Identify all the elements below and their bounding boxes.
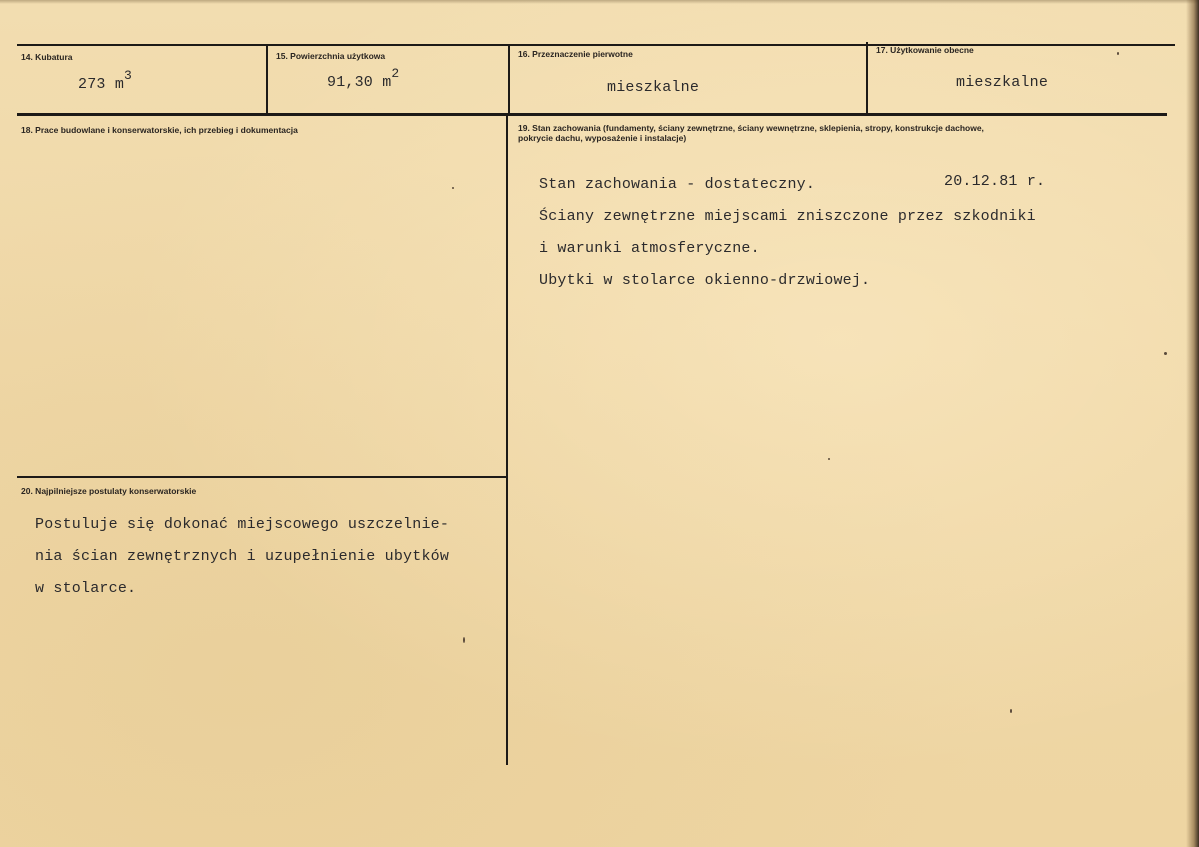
paper-speck <box>1010 709 1012 713</box>
stan-text <box>539 169 1036 297</box>
postulaty-line: Postuluje się dokonać miejscowego uszczelnie- <box>35 516 450 533</box>
powierzchnia-label: 15. Powierzchnia użytkowa <box>276 51 386 61</box>
uzytkowanie-value: mieszkalne <box>956 74 1049 91</box>
paper-speck <box>828 458 830 460</box>
divider-16-17 <box>866 42 868 114</box>
postulaty-line: w stolarce. <box>35 580 137 597</box>
header-bottom-rule <box>17 113 1167 116</box>
divider-15-16 <box>508 45 510 114</box>
postulaty-label: 20. Najpilniejsze postulaty konserwatorskie <box>21 486 197 496</box>
stan-date: 20.12.81 r. <box>944 173 1046 190</box>
powierzchnia-number: 91,30 <box>327 74 374 91</box>
card-right-edge <box>1186 0 1199 847</box>
card-top-shadow <box>0 0 1199 4</box>
stan-label: 19. Stan zachowania (fundamenty, ściany zewnętrzne, ściany wewnętrzne, sklepienia, stropy, konstrukcje dachowe, pokrycie dachu, wyposażenie i instalacje) <box>518 123 984 143</box>
stan-line: i warunki atmosferyczne. <box>539 240 760 257</box>
przeznaczenie-value: mieszkalne <box>607 79 700 96</box>
powierzchnia-unit-exponent: 2 <box>391 66 400 81</box>
divider-main <box>506 116 508 765</box>
divider-18-20 <box>17 476 507 478</box>
paper-speck <box>452 187 454 189</box>
uzytkowanie-label: 17. Użytkowanie obecne <box>876 45 974 55</box>
paper-speck <box>1164 352 1167 355</box>
paper-speck <box>1117 52 1119 55</box>
stan-line: Ubytki w stolarce okienno-drzwiowej. <box>539 272 871 289</box>
kubatura-unit-exponent: 3 <box>124 68 133 83</box>
postulaty-text <box>35 509 449 605</box>
kubatura-value <box>78 68 133 93</box>
prace-label: 18. Prace budowlane i konserwatorskie, ich przebieg i dokumentacja <box>21 125 298 135</box>
kubatura-unit: m <box>114 76 125 93</box>
paper-speck <box>463 637 465 643</box>
powierzchnia-value <box>327 66 400 91</box>
postulaty-line: nia ścian zewnętrznych i uzupełnienie ubytków <box>35 548 450 565</box>
powierzchnia-unit: m <box>382 74 392 91</box>
przeznaczenie-label: 16. Przeznaczenie pierwotne <box>518 49 633 59</box>
kubatura-label: 14. Kubatura <box>21 52 73 62</box>
stan-line: Stan zachowania - dostateczny. <box>539 176 816 193</box>
divider-14-15 <box>266 45 268 114</box>
kubatura-number: 273 <box>78 76 106 93</box>
top-rule <box>17 44 1175 46</box>
stan-line: Ściany zewnętrzne miejscami zniszczone przez szkodniki <box>539 208 1036 225</box>
